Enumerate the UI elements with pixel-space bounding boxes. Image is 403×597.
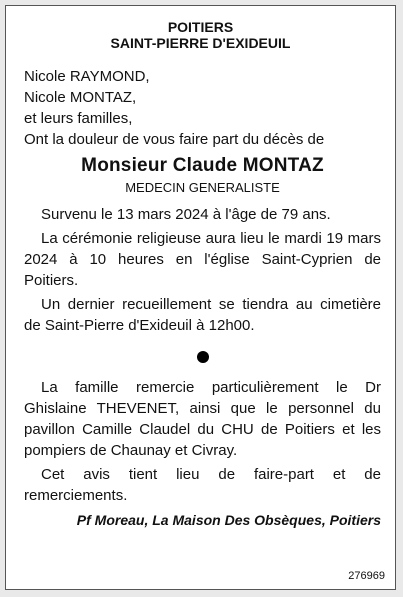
intro-line-1: Nicole RAYMOND,	[24, 68, 150, 85]
deceased-profession: MEDECIN GENERALISTE	[125, 180, 280, 195]
separator-bullet	[24, 351, 381, 363]
thanks-paragraph: La famille remercie particulièrement le Dr Ghislaine THEVENET, ainsi que le personnel du pavillon Camille Claudel du CHU de Poitiers et les pompiers de Chaunay et Civray.	[24, 379, 381, 459]
header-city: POITIERS	[167, 19, 234, 35]
notice-body	[24, 66, 381, 530]
intro-line-4: Ont la douleur de vous faire part du décès de	[24, 131, 325, 148]
deceased-last-name: MONTAZ	[242, 155, 324, 176]
obituary-notice	[5, 5, 396, 590]
header-town: SAINT-PIERRE D'EXIDEUIL	[110, 35, 291, 51]
intro-line-3: et leurs familles,	[24, 110, 133, 127]
ceremony-paragraph: La cérémonie religieuse aura lieu le mardi 19 mars 2024 à 10 heures en l'église Saint-Cyprien de Poitiers.	[24, 230, 381, 289]
deceased-first-name: Claude	[172, 155, 238, 176]
deceased-title: Monsieur	[81, 155, 168, 176]
deceased-name	[24, 154, 381, 178]
funeral-home-signature: Pf Moreau, La Maison Des Obsèques, Poitiers	[76, 512, 381, 528]
recueillement-paragraph: Un dernier recueillement se tiendra au cimetière de Saint-Pierre d'Exideuil à 12h00.	[24, 296, 381, 334]
notice-header	[6, 19, 395, 51]
reference-number: 276969	[348, 570, 385, 582]
avis-paragraph: Cet avis tient lieu de faire-part et de remerciements.	[24, 466, 381, 504]
death-paragraph: Survenu le 13 mars 2024 à l'âge de 79 ans.	[41, 206, 331, 223]
intro-line-2: Nicole MONTAZ,	[24, 89, 137, 106]
